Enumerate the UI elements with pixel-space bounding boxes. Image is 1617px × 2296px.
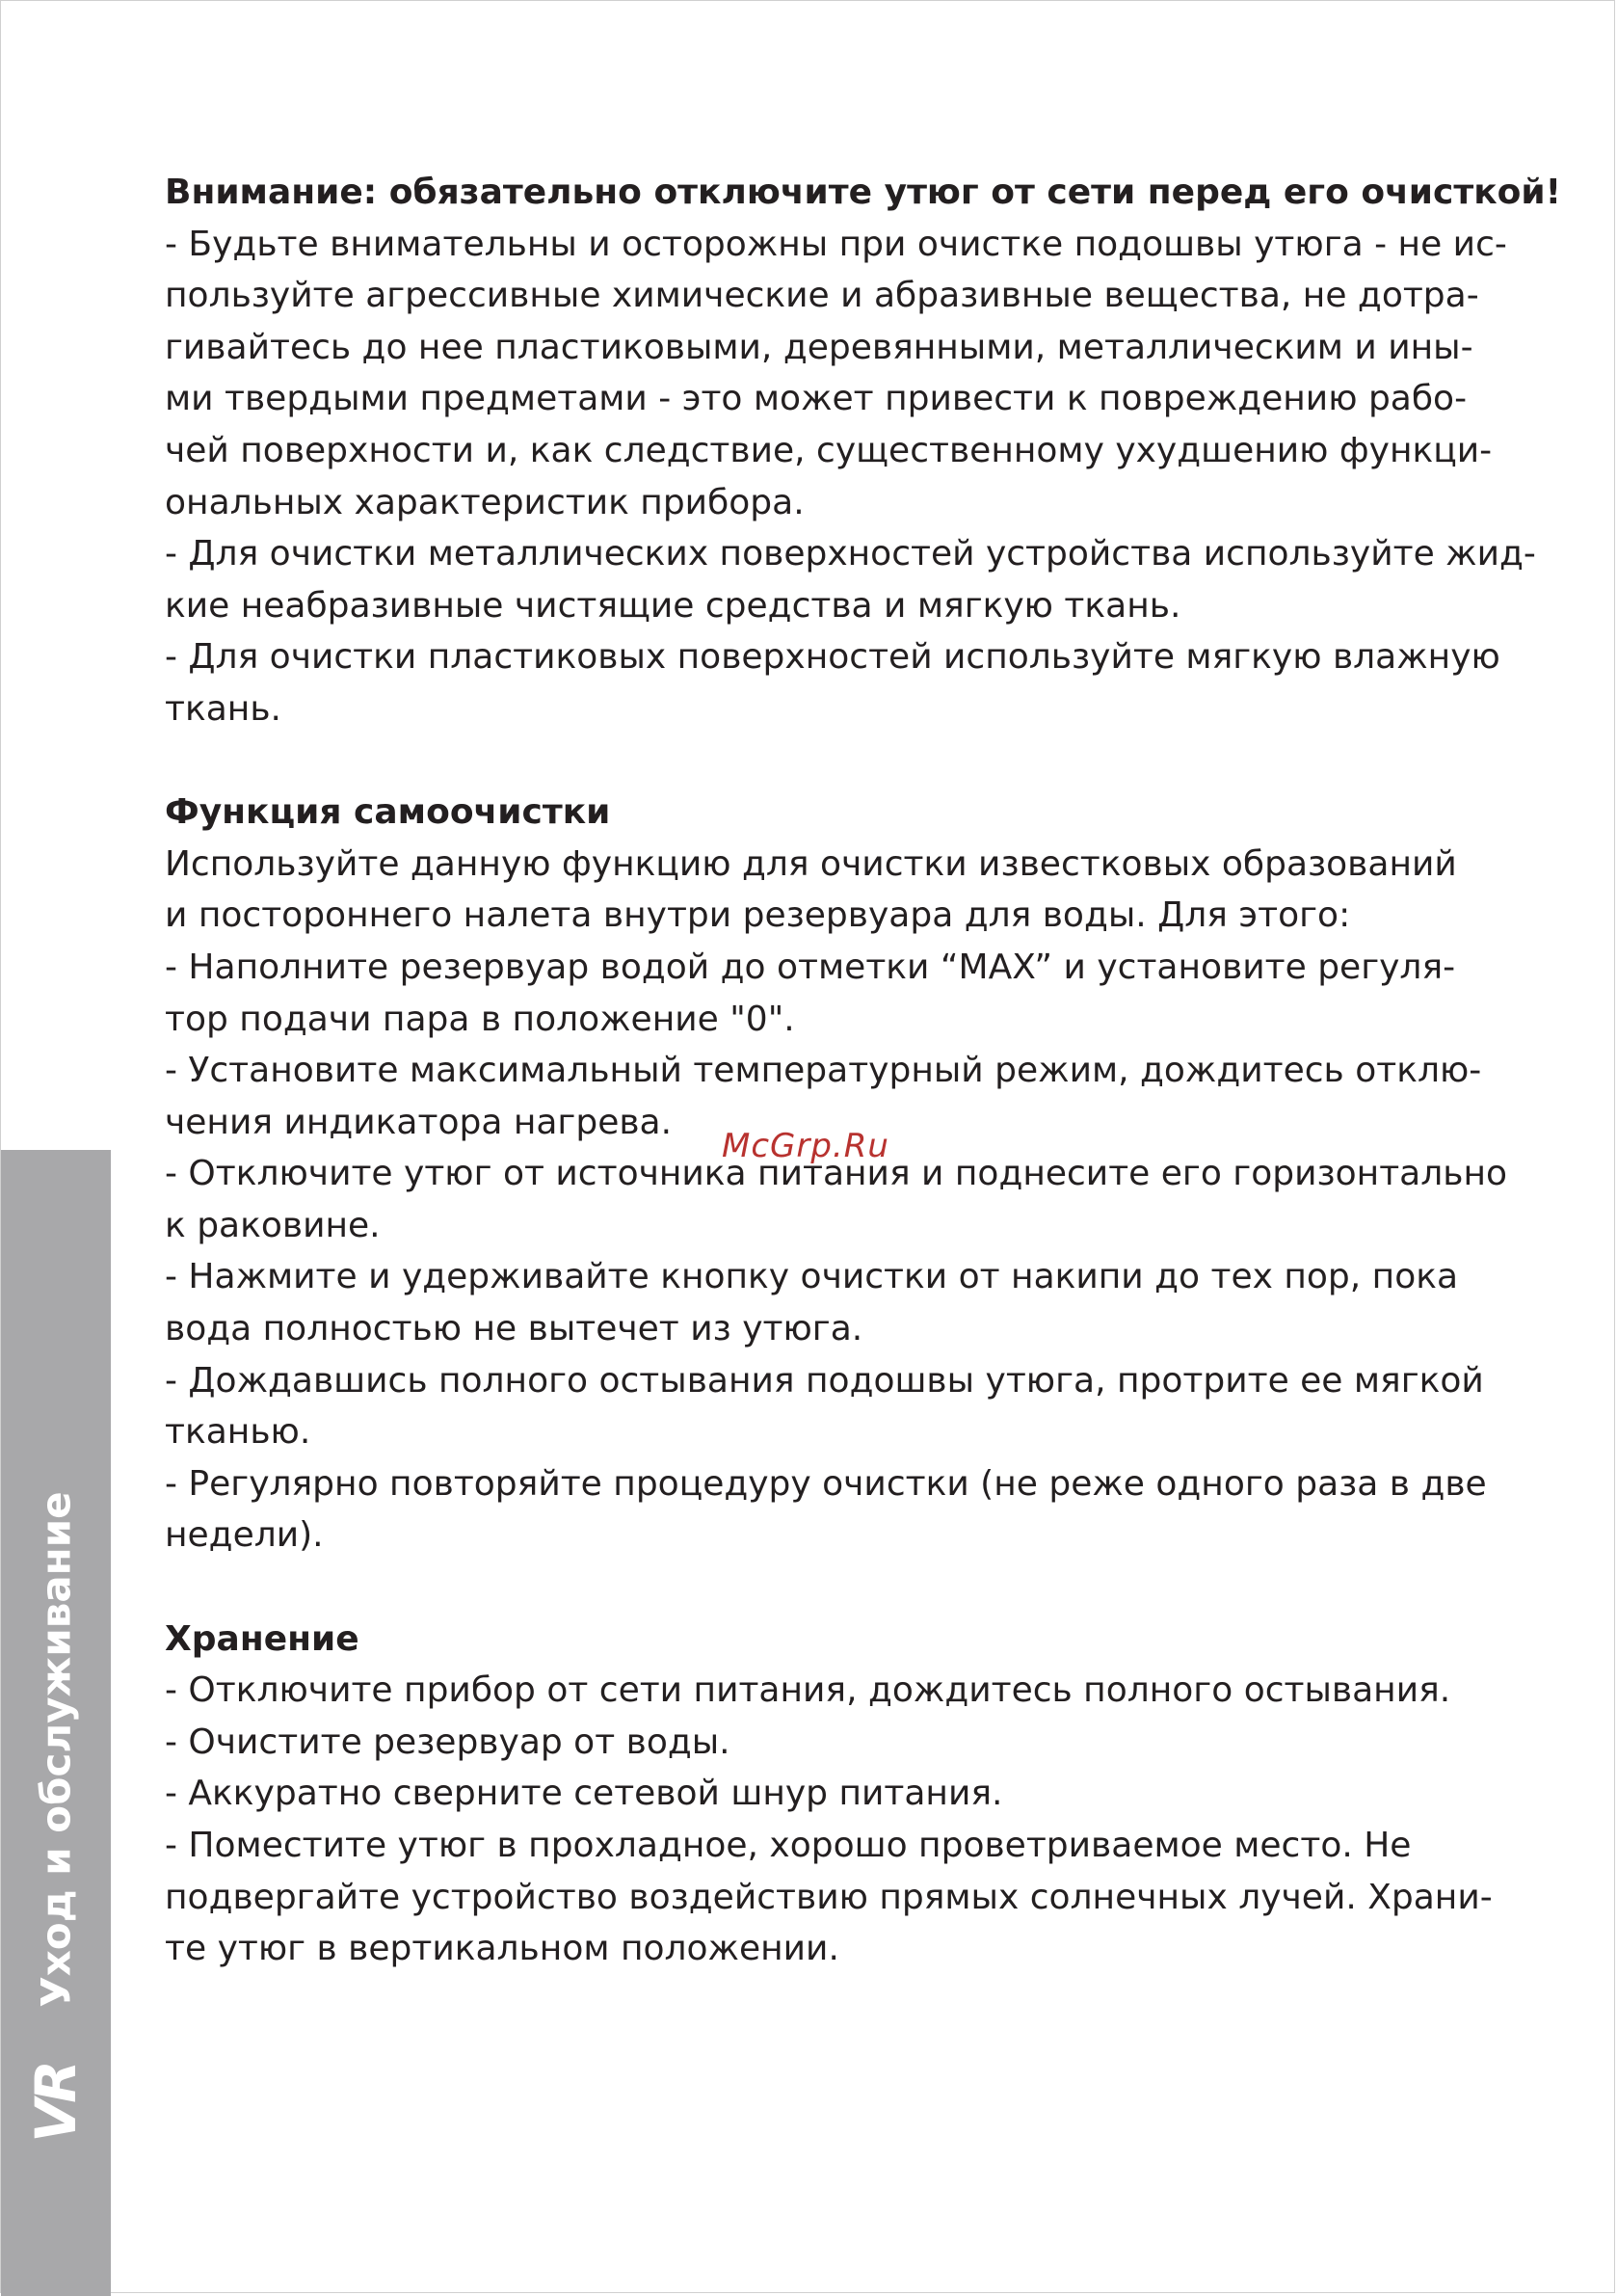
text-line: - Очистите резервуар от воды. (165, 1722, 730, 1762)
section-gap (165, 735, 1466, 788)
text-line: - Для очистки металлических поверхностей устройства используйте жид- (165, 534, 1536, 574)
text-line: - Установите максимальный температурный режим, дождитесь отклю- (165, 1051, 1482, 1091)
text-line: недели). (165, 1515, 324, 1556)
text-line: - Нажмите и удерживайте кнопку очистки от накипи до тех пор, пока (165, 1257, 1459, 1297)
text-line: вода полностью не вытечет из утюга. (165, 1309, 863, 1349)
warning-heading: Внимание: обязательно отключите утюг от сети перед его очисткой! (165, 173, 1562, 212)
text-line: - Поместите утюг в прохладное, хорошо проветриваемое место. Не (165, 1826, 1412, 1865)
text-line: и постороннего налета внутри резервуара для воды. Для этого: (165, 895, 1351, 936)
text-line: - Отключите прибор от сети питания, дождитесь полного остывания. (165, 1670, 1451, 1711)
text-line: - Наполните резервуар водой до отметки “MAX” и установите регуля- (165, 947, 1456, 987)
text-line: ткань. (165, 688, 281, 729)
text-line: - Отключите утюг от источника питания и поднесите его горизонтально (165, 1154, 1508, 1194)
text-line: кие неабразивные чистящие средства и мягкую ткань. (165, 585, 1181, 626)
text-line: - Дождавшись полного остывания подошвы утюга, протрите ее мягкой (165, 1360, 1484, 1401)
text-line: подвергайте устройство воздействию прямых солнечных лучей. Храни- (165, 1877, 1493, 1917)
text-line: пользуйте агрессивные химические и абразивные вещества, не дотра- (165, 276, 1479, 316)
brand-logo: VR (23, 2064, 89, 2143)
section-gap (165, 1562, 1466, 1614)
text-line: - Будьте внимательны и осторожны при очистке подошвы утюга - не ис- (165, 224, 1507, 264)
text-line: к раковине. (165, 1205, 381, 1245)
text-line: те утюг в вертикальном положении. (165, 1929, 839, 1969)
text-line: тор подачи пара в положение "0". (165, 999, 795, 1039)
text-line: - Регулярно повторяйте процедуру очистки (не реже одного раза в две (165, 1463, 1487, 1504)
text-line: - Аккуратно сверните сетевой шнур питания. (165, 1774, 1003, 1814)
text-line: чения индикатора нагрева. (165, 1102, 673, 1142)
text-line: Используйте данную функцию для очистки известковых образований (165, 843, 1457, 884)
text-line: ми твердыми предметами - это может привести к повреждению рабо- (165, 379, 1468, 419)
section-side-title: Уход и обслуживание (32, 1491, 80, 2008)
text-line: чей поверхности и, как следствие, существенному ухудшению функци- (165, 430, 1493, 470)
text-line: - Для очистки пластиковых поверхностей используйте мягкую влажную (165, 637, 1500, 678)
selfclean-heading: Функция самоочистки (165, 792, 611, 833)
text-line: гивайтесь до нее пластиковыми, деревянными, металлическим и ины- (165, 327, 1473, 367)
text-line: ональных характеристик прибора. (165, 482, 805, 522)
watermark: McGrp.Ru (722, 1127, 889, 1165)
text-line: тканью. (165, 1412, 311, 1453)
storage-heading: Хранение (165, 1618, 359, 1659)
document-body (165, 167, 1562, 1975)
